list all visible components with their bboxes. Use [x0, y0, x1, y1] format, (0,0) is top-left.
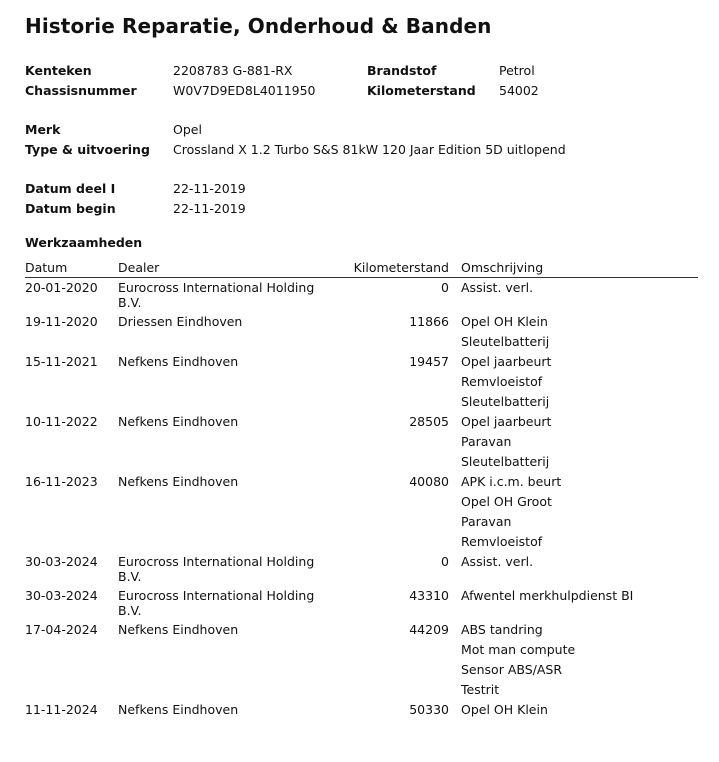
description-item: Opel jaarbeurt	[461, 414, 552, 429]
description-item: Opel jaarbeurt	[461, 354, 552, 369]
kilometerstand-label: Kilometerstand	[367, 83, 476, 98]
type-label: Type & uitvoering	[25, 142, 150, 157]
row-date: 19-11-2020	[25, 314, 98, 329]
datum-begin-label: Datum begin	[25, 201, 116, 216]
dealer-line: B.V.	[118, 295, 142, 310]
description-item: Opel OH Groot	[461, 494, 552, 509]
column-header-dealer: Dealer	[118, 260, 160, 275]
row-description	[461, 279, 701, 299]
row-dealer	[118, 554, 328, 584]
row-kilometerstand: 0	[441, 280, 449, 295]
description-item: APK i.c.m. beurt	[461, 474, 562, 489]
description-item: Sleutelbatterij	[461, 334, 550, 349]
description-item: Paravan	[461, 434, 512, 449]
dealer-line: B.V.	[118, 569, 142, 584]
brandstof-label: Brandstof	[367, 63, 437, 78]
row-kilometerstand: 44209	[409, 622, 449, 637]
datum-deel-label: Datum deel I	[25, 181, 116, 196]
chassis-value: W0V7D9ED8L4011950	[173, 83, 316, 98]
description-item: Mot man compute	[461, 642, 576, 657]
row-description	[461, 473, 701, 553]
row-date: 17-04-2024	[25, 622, 98, 637]
dealer-line: Driessen Eindhoven	[118, 314, 243, 329]
column-header-km: Kilometerstand	[353, 260, 449, 275]
row-description	[461, 353, 701, 413]
datum-deel-value: 22-11-2019	[173, 181, 246, 196]
row-date: 30-03-2024	[25, 554, 98, 569]
merk-label: Merk	[25, 122, 61, 137]
dealer-line: Eurocross International Holding	[118, 554, 315, 569]
row-date: 15-11-2021	[25, 354, 98, 369]
row-dealer	[118, 354, 328, 369]
row-description	[461, 701, 701, 721]
row-description	[461, 621, 701, 701]
row-kilometerstand: 19457	[409, 354, 449, 369]
row-dealer	[118, 588, 328, 618]
type-value: Crossland X 1.2 Turbo S&S 81kW 120 Jaar Edition 5D uitlopend	[173, 142, 566, 157]
row-dealer	[118, 414, 328, 429]
row-kilometerstand: 50330	[409, 702, 449, 717]
description-item: Paravan	[461, 514, 512, 529]
description-item: Opel OH Klein	[461, 314, 548, 329]
chassis-label: Chassisnummer	[25, 83, 137, 98]
dealer-line: Nefkens Eindhoven	[118, 414, 239, 429]
row-date: 10-11-2022	[25, 414, 98, 429]
description-item: Sensor ABS/ASR	[461, 662, 563, 677]
dealer-line: Eurocross International Holding	[118, 588, 315, 603]
description-item: ABS tandring	[461, 622, 543, 637]
row-date: 20-01-2020	[25, 280, 98, 295]
description-item: Remvloeistof	[461, 534, 543, 549]
row-description	[461, 553, 701, 573]
row-kilometerstand: 11866	[409, 314, 449, 329]
dealer-line: Nefkens Eindhoven	[118, 702, 239, 717]
row-dealer	[118, 474, 328, 489]
row-dealer	[118, 622, 328, 637]
dealer-line: B.V.	[118, 603, 142, 618]
description-item: Remvloeistof	[461, 374, 543, 389]
datum-begin-value: 22-11-2019	[173, 201, 246, 216]
description-item: Opel OH Klein	[461, 702, 548, 717]
row-date: 30-03-2024	[25, 588, 98, 603]
brandstof-value: Petrol	[499, 63, 535, 78]
row-kilometerstand: 28505	[409, 414, 449, 429]
dealer-line: Nefkens Eindhoven	[118, 622, 239, 637]
description-item: Assist. verl.	[461, 280, 534, 295]
section-title-werkzaamheden: Werkzaamheden	[25, 235, 143, 250]
page-title: Historie Reparatie, Onderhoud & Banden	[25, 14, 492, 38]
dealer-line: Eurocross International Holding	[118, 280, 315, 295]
row-dealer	[118, 314, 328, 329]
kilometerstand-value: 54002	[499, 83, 539, 98]
kenteken-value: 2208783 G-881-RX	[173, 63, 293, 78]
description-item: Sleutelbatterij	[461, 454, 550, 469]
kenteken-label: Kenteken	[25, 63, 92, 78]
row-dealer	[118, 280, 328, 310]
row-kilometerstand: 40080	[409, 474, 449, 489]
row-description	[461, 313, 701, 353]
row-description	[461, 587, 701, 607]
description-item: Sleutelbatterij	[461, 394, 550, 409]
description-item: Assist. verl.	[461, 554, 534, 569]
row-date: 16-11-2023	[25, 474, 98, 489]
column-header-description: Omschrijving	[461, 260, 544, 275]
dealer-line: Nefkens Eindhoven	[118, 354, 239, 369]
row-description	[461, 413, 701, 473]
column-header-date: Datum	[25, 260, 68, 275]
table-header	[25, 259, 698, 278]
row-kilometerstand: 43310	[409, 588, 449, 603]
row-kilometerstand: 0	[441, 554, 449, 569]
row-dealer	[118, 702, 328, 717]
description-item: Testrit	[461, 682, 500, 697]
row-date: 11-11-2024	[25, 702, 98, 717]
description-item: Afwentel merkhulpdienst BI	[461, 588, 634, 603]
dealer-line: Nefkens Eindhoven	[118, 474, 239, 489]
merk-value: Opel	[173, 122, 202, 137]
